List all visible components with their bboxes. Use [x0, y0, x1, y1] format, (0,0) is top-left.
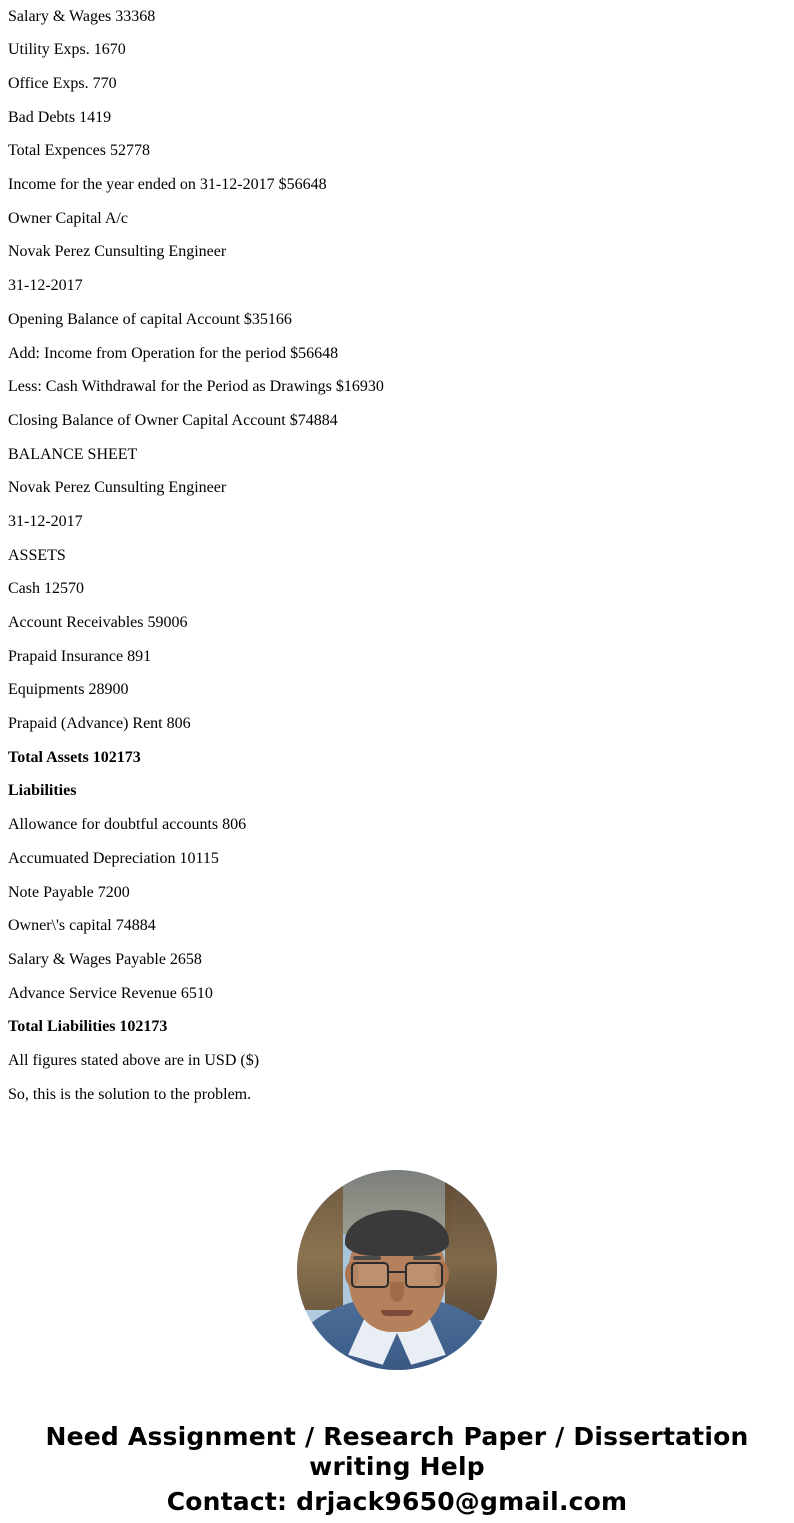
statement-line: Income for the year ended on 31-12-2017 $56648 — [8, 176, 327, 194]
statement-line: So, this is the solution to the problem. — [8, 1085, 252, 1103]
statement-line: Salary & Wages Payable 2658 — [8, 950, 202, 968]
avatar-background-wall-left — [297, 1170, 343, 1310]
avatar-nose — [390, 1282, 404, 1302]
statement-line: Prapaid (Advance) Rent 806 — [8, 715, 191, 733]
avatar — [297, 1170, 497, 1370]
statement-line: Owner\'s capital 74884 — [8, 917, 156, 935]
statement-line: Total Liabilities 102173 — [8, 1018, 168, 1036]
statement-line: Liabilities — [8, 782, 77, 800]
statement-line: Bad Debts 1419 — [8, 108, 112, 126]
statement-lines — [8, 0, 786, 1112]
avatar-eyebrow-left — [353, 1256, 381, 1260]
statement-line: Closing Balance of Owner Capital Account $74884 — [8, 411, 338, 429]
statement-line: Owner Capital A/c — [8, 209, 128, 227]
author-avatar-wrap — [8, 1170, 786, 1370]
statement-line: All figures stated above are in USD ($) — [8, 1051, 260, 1069]
statement-line: Prapaid Insurance 891 — [8, 647, 152, 665]
statement-line: Office Exps. 770 — [8, 75, 117, 93]
avatar-glasses-lens-left — [351, 1262, 389, 1288]
statement-line: BALANCE SHEET — [8, 445, 138, 463]
avatar-glasses-lens-right — [405, 1262, 443, 1288]
statement-line: Total Assets 102173 — [8, 748, 141, 766]
avatar-background-wall-right — [445, 1170, 497, 1320]
cta-block — [8, 1422, 786, 1518]
statement-line: Note Payable 7200 — [8, 883, 130, 901]
statement-line: Add: Income from Operation for the period $56648 — [8, 344, 339, 362]
statement-line: Equipments 28900 — [8, 681, 129, 699]
statement-line: Cash 12570 — [8, 580, 84, 598]
statement-line: Novak Perez Cunsulting Engineer — [8, 243, 227, 261]
cta-contact: Contact: drjack9650@gmail.com — [166, 1486, 628, 1516]
cta-headline: Need Assignment / Research Paper / Dissertation writing Help — [45, 1421, 749, 1482]
statement-line: Utility Exps. 1670 — [8, 41, 126, 59]
statement-line: Salary & Wages 33368 — [8, 7, 156, 25]
statement-line: Opening Balance of capital Account $35166 — [8, 310, 292, 328]
avatar-mouth — [381, 1310, 413, 1316]
statement-line: 31-12-2017 — [8, 277, 83, 295]
statement-line: Less: Cash Withdrawal for the Period as Drawings $16930 — [8, 378, 384, 396]
statement-line: 31-12-2017 — [8, 512, 83, 530]
section-spacer — [8, 1112, 786, 1160]
statement-line: Account Receivables 59006 — [8, 614, 188, 632]
statement-line: Novak Perez Cunsulting Engineer — [8, 479, 227, 497]
statement-line: ASSETS — [8, 546, 66, 564]
avatar-glasses-bridge — [387, 1271, 407, 1273]
statement-line: Accumuated Depreciation 10115 — [8, 849, 219, 867]
statement-line: Total Expences 52778 — [8, 142, 150, 160]
statement-line: Allowance for doubtful accounts 806 — [8, 816, 247, 834]
avatar-eyebrow-right — [413, 1256, 441, 1260]
statement-line: Advance Service Revenue 6510 — [8, 984, 213, 1002]
